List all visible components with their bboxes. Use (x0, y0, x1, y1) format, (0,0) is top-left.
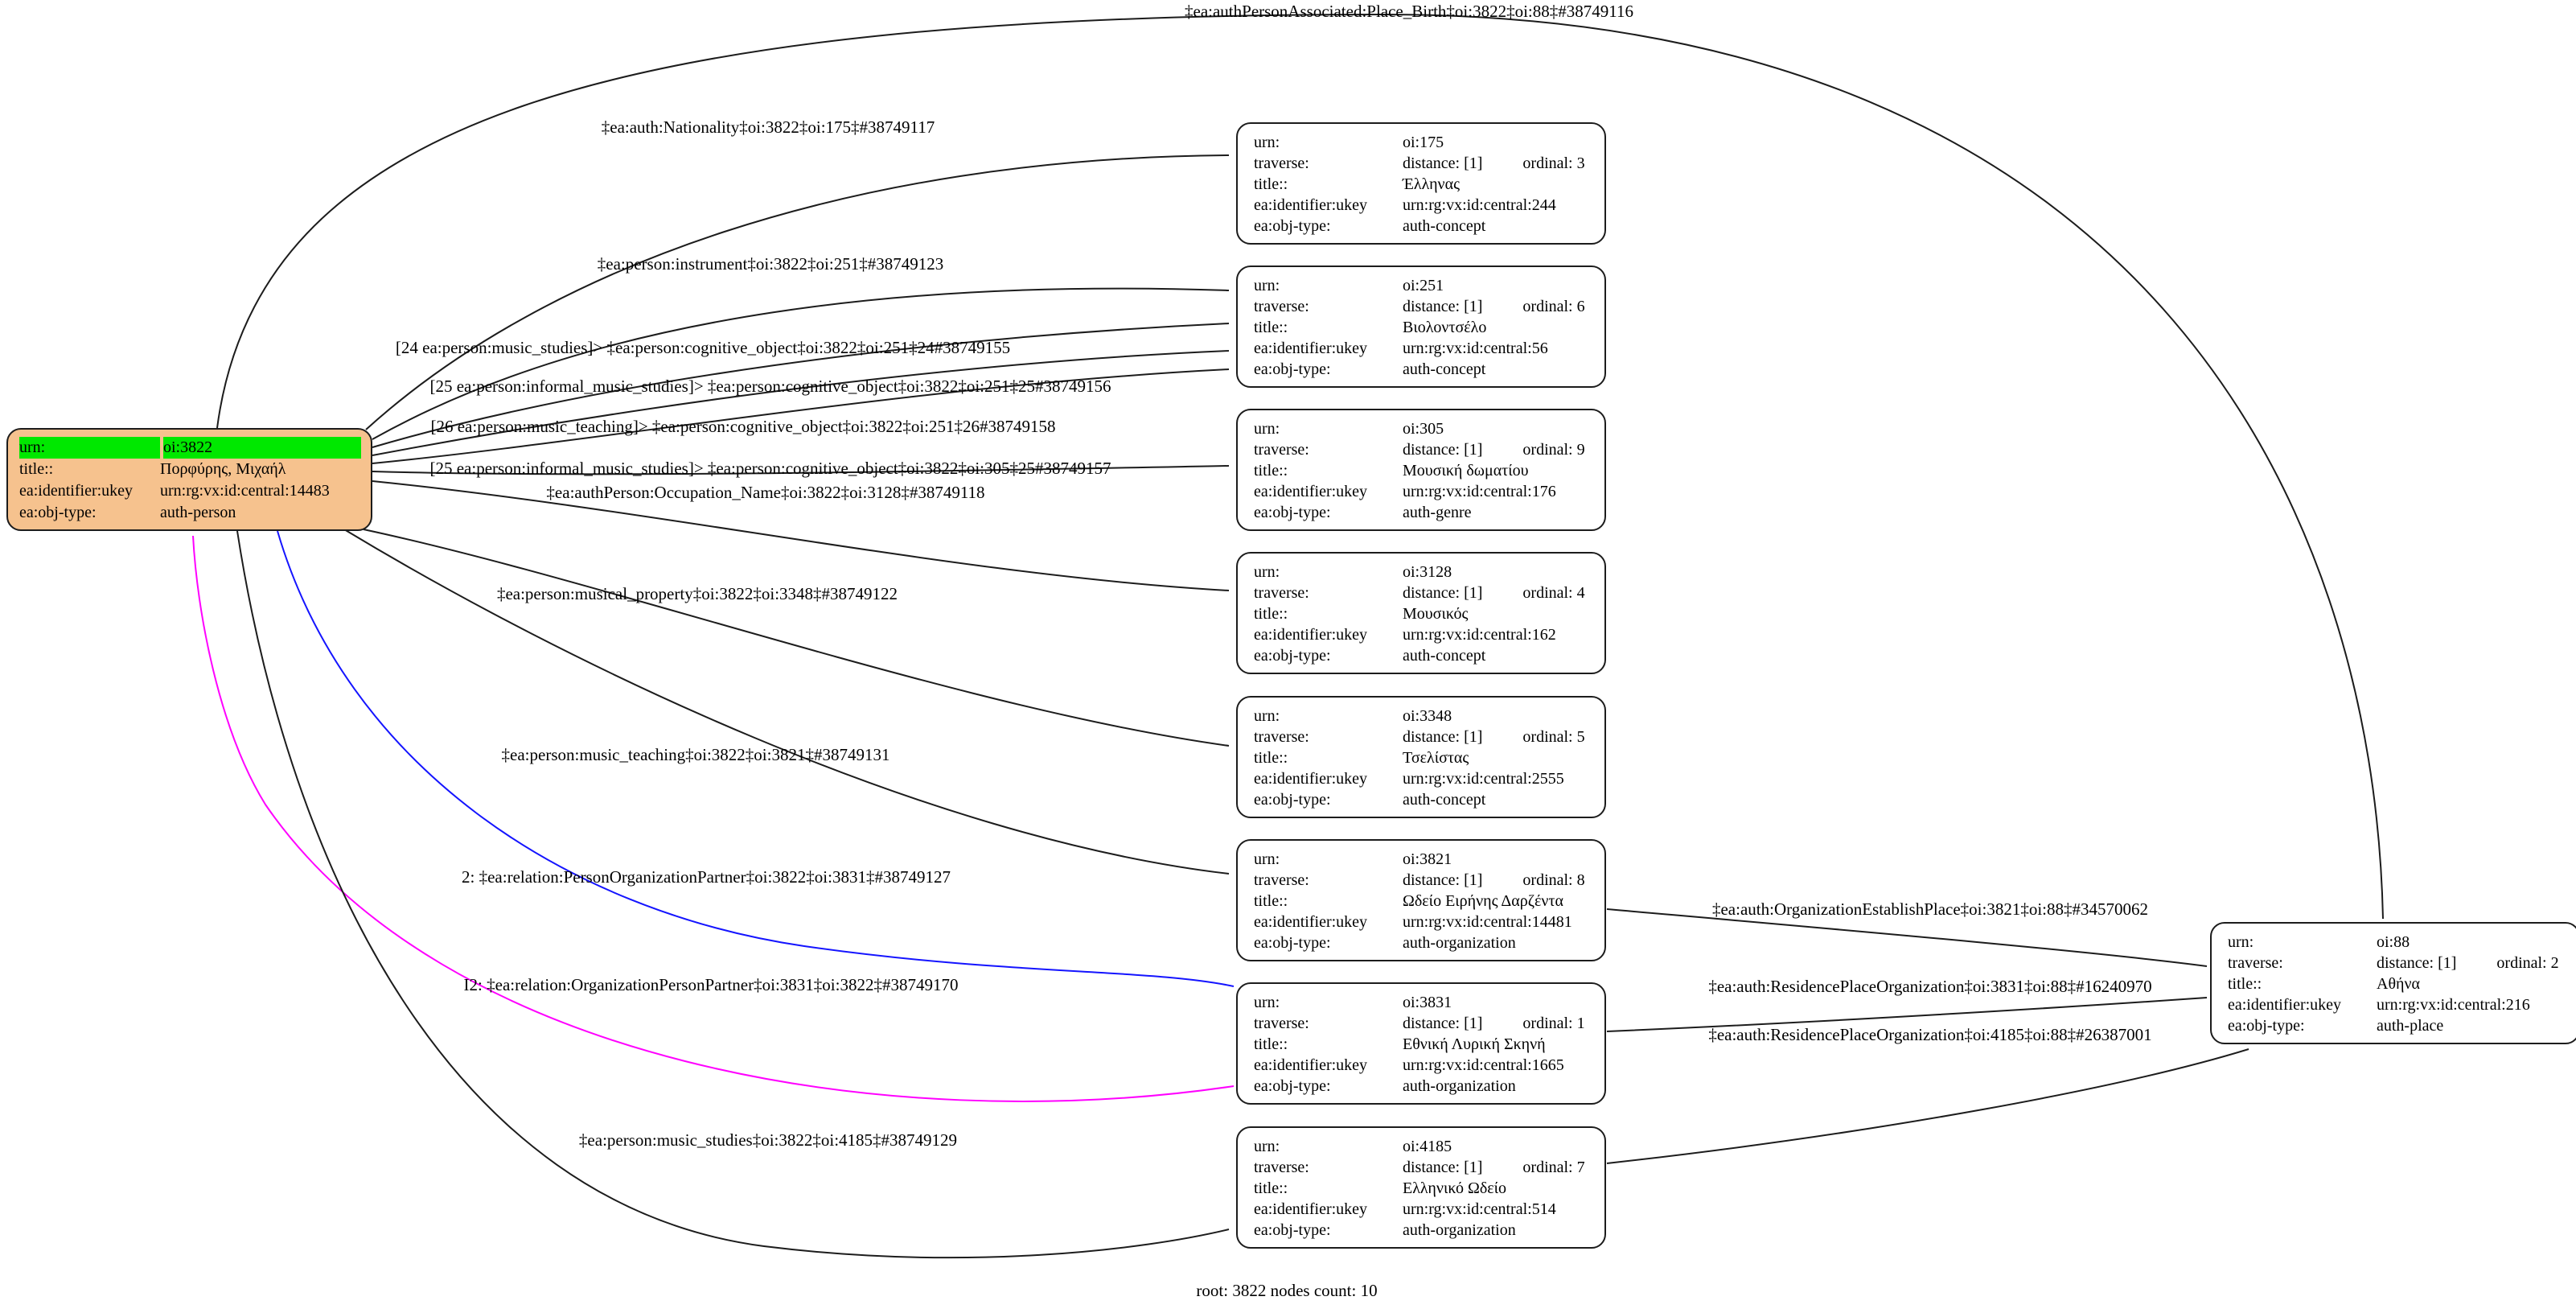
edge-label-5: [26 ea:person:music_teaching]> ‡ea:person:cognitive_object‡oi:3822‡oi:251‡26#38749158 (430, 417, 1056, 436)
node-ukey-label: ea:identifier:ukey (1254, 196, 1368, 214)
node-distance-value: distance: [1] (1403, 728, 1483, 746)
node-title-label: title:: (2228, 975, 2262, 993)
root-urn-label: urn: (19, 437, 160, 459)
node-ukey-label: ea:identifier:ukey (2228, 996, 2342, 1014)
edge-residence-place-4185 (1607, 1049, 2249, 1163)
node-traverse-label: traverse: (1254, 154, 1309, 172)
node-title-value: Ελληνικό Ωδείο (1403, 1179, 1507, 1197)
node-traverse-label: traverse: (1254, 584, 1309, 602)
node-objtype-value: auth-genre (1403, 504, 1472, 521)
node-urn-value: oi:3348 (1403, 707, 1452, 725)
node-objtype-value: auth-place (2377, 1017, 2444, 1035)
node-ukey-label: ea:identifier:ukey (1254, 1056, 1368, 1074)
edge-label-13: ‡ea:auth:OrganizationEstablishPlace‡oi:3821‡oi:88‡#34570062 (1711, 899, 2149, 919)
node-ukey-label: ea:identifier:ukey (1254, 770, 1368, 788)
node-objtype-label: ea:obj-type: (1254, 934, 1331, 952)
root-urn-value: oi:3822 (163, 437, 361, 459)
entity-node-oi-4185 (1236, 1126, 1606, 1249)
node-ordinal-value: ordinal: 3 (1522, 154, 1585, 172)
node-urn-label: urn: (1254, 707, 1280, 725)
edge-label-4: [25 ea:person:informal_music_studies]> ‡ea:person:cognitive_object‡oi:3822‡oi:251‡25#38749156 (429, 377, 1111, 396)
node-ukey-value: urn:rg:vx:id:central:514 (1403, 1200, 1556, 1218)
node-ukey-value: urn:rg:vx:id:central:14481 (1403, 913, 1572, 931)
node-traverse-label: traverse: (2228, 954, 2283, 972)
footer-status-text: root: 3822 nodes count: 10 (1196, 1281, 1378, 1300)
node-objtype-label: ea:obj-type: (1254, 1221, 1331, 1239)
edge-label-0: ‡ea:authPersonAssociated:Place_Birth‡oi:3822‡oi:88‡#38749116 (1185, 2, 1633, 21)
node-title-value: Μουσική δωματίου (1403, 462, 1529, 480)
node-traverse-label: traverse: (1254, 871, 1309, 889)
node-ukey-label: ea:identifier:ukey (1254, 626, 1368, 644)
node-title-label: title:: (1254, 462, 1288, 480)
node-ordinal-value: ordinal: 4 (1522, 584, 1585, 602)
edge-label-14: ‡ea:auth:ResidencePlaceOrganization‡oi:3831‡oi:88‡#16240970 (1708, 977, 2152, 996)
node-traverse-label: traverse: (1254, 298, 1309, 315)
node-ordinal-value: ordinal: 9 (1522, 441, 1585, 459)
entity-node-oi-3348 (1236, 696, 1606, 818)
node-title-label: title:: (1254, 1179, 1288, 1197)
edge-label-6: [25 ea:person:informal_music_studies]> ‡ea:person:cognitive_object‡oi:3822‡oi:305‡25#38749157 (429, 459, 1111, 478)
edge-label-7: ‡ea:authPerson:Occupation_Name‡oi:3822‡oi:3128‡#38749118 (546, 483, 985, 502)
node-ukey-label: ea:identifier:ukey (1254, 340, 1368, 357)
node-urn-value: oi:251 (1403, 277, 1444, 294)
node-urn-value: oi:175 (1403, 134, 1444, 151)
node-distance-value: distance: [1] (1403, 584, 1483, 602)
node-distance-value: distance: [1] (1403, 1159, 1483, 1176)
node-ukey-value: urn:rg:vx:id:central:162 (1403, 626, 1556, 644)
edge-label-3: [24 ea:person:music_studies]> ‡ea:person:cognitive_object‡oi:3822‡oi:251‡24#38749155 (395, 338, 1011, 357)
edge-cognitive-object-25 (372, 351, 1229, 455)
edge-organization-person-partner (193, 536, 1234, 1101)
node-objtype-value: auth-organization (1403, 1221, 1516, 1239)
node-ukey-value: urn:rg:vx:id:central:2555 (1403, 770, 1564, 788)
edge-musical-property (364, 529, 1229, 746)
node-objtype-value: auth-concept (1403, 360, 1486, 378)
node-urn-label: urn: (2228, 933, 2254, 951)
root-ukey-label: ea:identifier:ukey (19, 482, 134, 500)
entity-node-oi-175 (1236, 122, 1606, 245)
node-title-value: Εθνική Λυρική Σκηνή (1403, 1035, 1546, 1053)
entity-node-oi-305 (1236, 409, 1606, 531)
node-distance-value: distance: [1] (1403, 1015, 1483, 1032)
node-title-label: title:: (1254, 605, 1288, 623)
edge-label-8: ‡ea:person:musical_property‡oi:3822‡oi:3348‡#38749122 (496, 584, 898, 603)
node-urn-label: urn: (1254, 420, 1280, 438)
node-ordinal-value: ordinal: 2 (2496, 954, 2559, 972)
node-ukey-value: urn:rg:vx:id:central:216 (2377, 996, 2530, 1014)
node-urn-value: oi:305 (1403, 420, 1444, 438)
entity-node-oi-251 (1236, 265, 1606, 388)
node-ukey-label: ea:identifier:ukey (1254, 1200, 1368, 1218)
root-title-value: Πορφύρης, Μιχαήλ (160, 460, 286, 478)
node-title-label: title:: (1254, 175, 1288, 193)
node-ordinal-value: ordinal: 1 (1522, 1015, 1585, 1032)
node-ordinal-value: ordinal: 5 (1522, 728, 1585, 746)
node-urn-label: urn: (1254, 850, 1280, 868)
node-title-label: title:: (1254, 319, 1288, 336)
edge-label-11: I2: ‡ea:relation:OrganizationPersonPartner‡oi:3831‡oi:3822‡#38749170 (463, 975, 959, 994)
node-ukey-value: urn:rg:vx:id:central:56 (1403, 340, 1548, 357)
node-title-label: title:: (1254, 749, 1288, 767)
node-urn-value: oi:4185 (1403, 1138, 1452, 1155)
edge-label-1: ‡ea:auth:Nationality‡oi:3822‡oi:175‡#38749117 (601, 117, 935, 137)
root-ukey-value: urn:rg:vx:id:central:14483 (160, 482, 330, 500)
edge-music-teaching (344, 529, 1229, 874)
node-objtype-label: ea:obj-type: (2228, 1017, 2305, 1035)
node-title-label: title:: (1254, 892, 1288, 910)
node-title-value: Τσελίστας (1403, 749, 1469, 767)
node-traverse-label: traverse: (1254, 1159, 1309, 1176)
node-ordinal-value: ordinal: 8 (1522, 871, 1585, 889)
node-objtype-label: ea:obj-type: (1254, 791, 1331, 809)
node-objtype-label: ea:obj-type: (1254, 360, 1331, 378)
node-urn-value: oi:3821 (1403, 850, 1452, 868)
entity-node-oi-3128 (1236, 552, 1606, 674)
node-urn-label: urn: (1254, 277, 1280, 294)
node-objtype-value: auth-organization (1403, 934, 1516, 952)
node-objtype-label: ea:obj-type: (1254, 504, 1331, 521)
node-ordinal-value: ordinal: 6 (1522, 298, 1585, 315)
node-title-label: title:: (1254, 1035, 1288, 1053)
node-ukey-label: ea:identifier:ukey (1254, 913, 1368, 931)
node-urn-value: oi:88 (2377, 933, 2410, 951)
root-objtype-value: auth-person (160, 504, 236, 521)
node-objtype-label: ea:obj-type: (1254, 1077, 1331, 1095)
edge-label-9: ‡ea:person:music_teaching‡oi:3822‡oi:3821‡#38749131 (501, 745, 890, 764)
root-objtype-label: ea:obj-type: (19, 504, 97, 521)
node-traverse-label: traverse: (1254, 1015, 1309, 1032)
root-node-oi-3822 (6, 428, 372, 531)
node-traverse-label: traverse: (1254, 728, 1309, 746)
node-distance-value: distance: [1] (1403, 441, 1483, 459)
node-title-value: Έλληνας (1403, 175, 1460, 193)
node-ukey-label: ea:identifier:ukey (1254, 483, 1368, 500)
node-ukey-value: urn:rg:vx:id:central:176 (1403, 483, 1556, 500)
root-title-label: title:: (19, 460, 54, 478)
node-objtype-value: auth-concept (1403, 217, 1486, 235)
edge-label-10: 2: ‡ea:relation:PersonOrganizationPartner‡oi:3822‡oi:3831‡#38749127 (462, 867, 951, 887)
node-distance-value: distance: [1] (1403, 871, 1483, 889)
node-objtype-value: auth-concept (1403, 791, 1486, 809)
node-title-value: Ωδείο Ειρήνης Δαρζέντα (1403, 892, 1563, 910)
node-objtype-label: ea:obj-type: (1254, 647, 1331, 665)
entity-node-oi-88 (2210, 922, 2576, 1044)
edge-label-2: ‡ea:person:instrument‡oi:3822‡oi:251‡#38749123 (597, 254, 944, 274)
node-title-value: Βιολοντσέλο (1403, 319, 1487, 336)
node-urn-value: oi:3128 (1403, 563, 1452, 581)
node-objtype-value: auth-concept (1403, 647, 1486, 665)
node-title-value: Αθήνα (2377, 975, 2421, 993)
node-urn-label: urn: (1254, 994, 1280, 1011)
node-urn-label: urn: (1254, 134, 1280, 151)
node-ukey-value: urn:rg:vx:id:central:1665 (1403, 1056, 1564, 1074)
node-title-value: Μουσικός (1403, 605, 1469, 623)
edge-label-12: ‡ea:person:music_studies‡oi:3822‡oi:4185‡#38749129 (578, 1130, 958, 1150)
node-distance-value: distance: [1] (1403, 298, 1483, 315)
node-urn-value: oi:3831 (1403, 994, 1452, 1011)
edge-label-15: ‡ea:auth:ResidencePlaceOrganization‡oi:4185‡oi:88‡#26387001 (1708, 1025, 2152, 1044)
node-ordinal-value: ordinal: 7 (1522, 1159, 1585, 1176)
node-ukey-value: urn:rg:vx:id:central:244 (1403, 196, 1556, 214)
node-traverse-label: traverse: (1254, 441, 1309, 459)
entity-node-oi-3821 (1236, 839, 1606, 961)
node-urn-label: urn: (1254, 1138, 1280, 1155)
node-objtype-label: ea:obj-type: (1254, 217, 1331, 235)
node-distance-value: distance: [1] (2377, 954, 2457, 972)
node-urn-label: urn: (1254, 563, 1280, 581)
entity-node-oi-3831 (1236, 982, 1606, 1105)
node-objtype-value: auth-organization (1403, 1077, 1516, 1095)
node-distance-value: distance: [1] (1403, 154, 1483, 172)
